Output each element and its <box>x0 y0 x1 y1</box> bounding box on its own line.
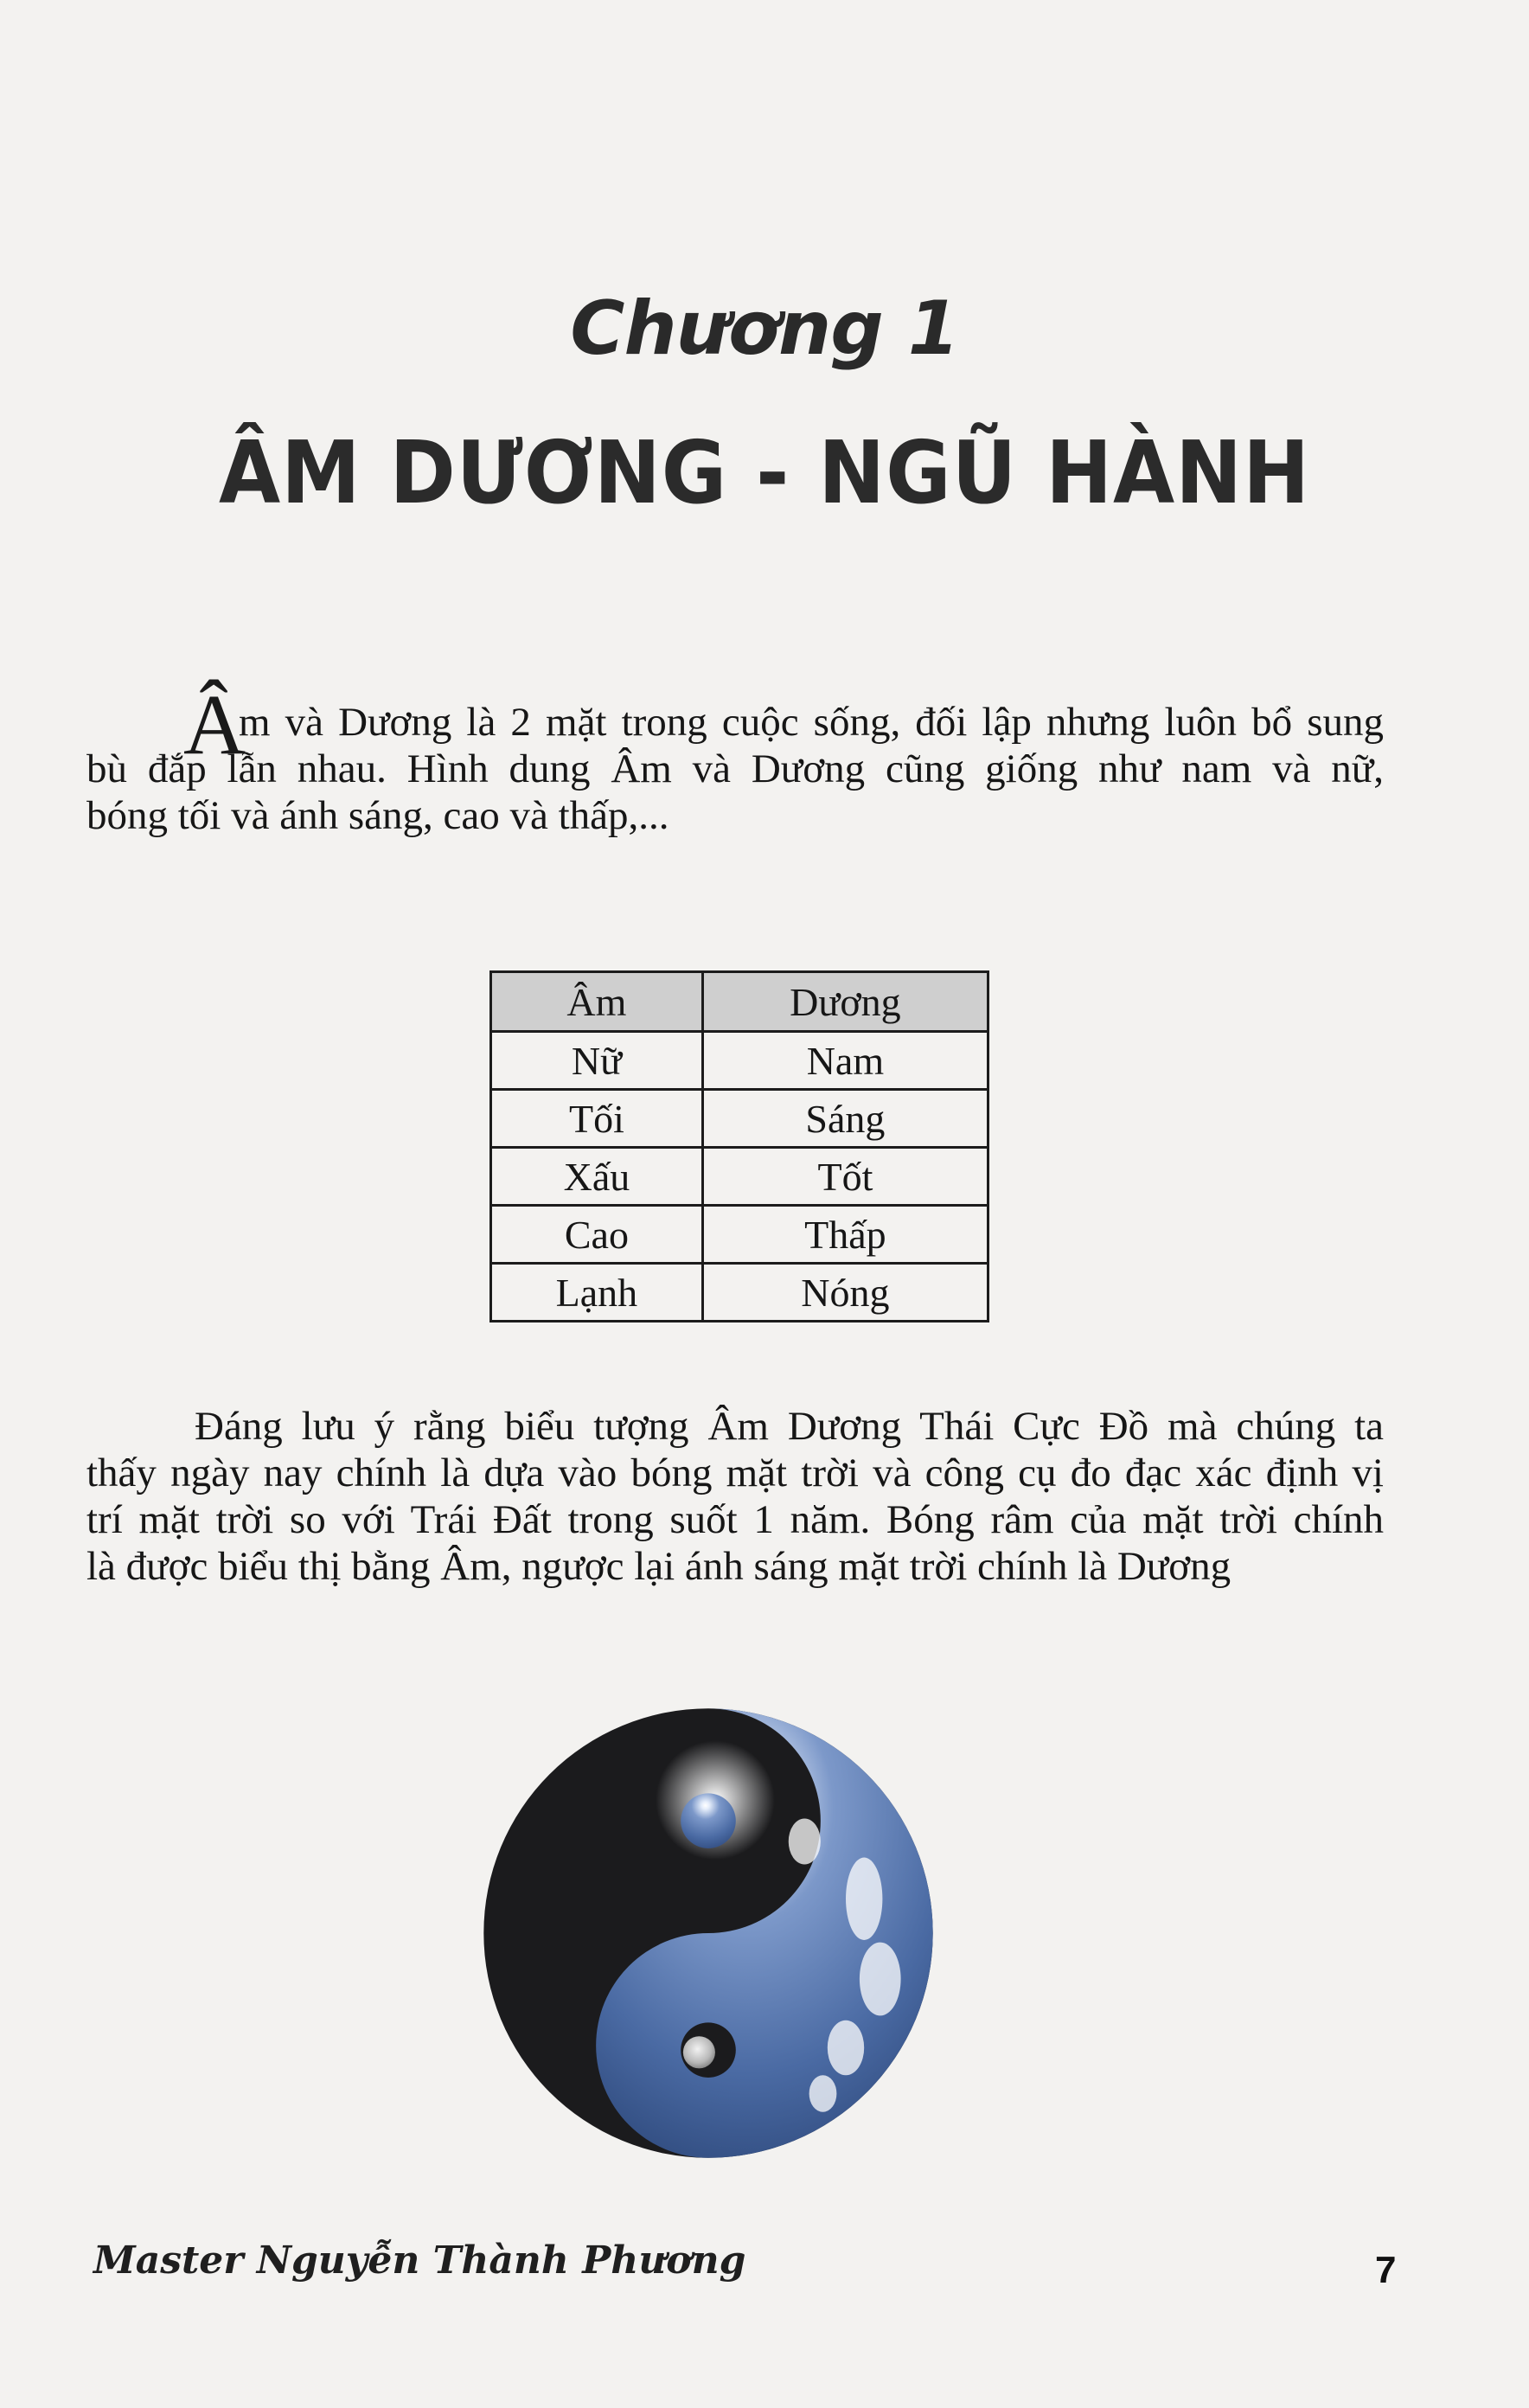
table-cell: Tối <box>491 1090 703 1148</box>
paragraph-line: bù đắp lẫn nhau. Hình dung Âm và Dương cũng giống như nam và nữ, <box>86 746 1384 791</box>
table-row <box>491 1148 988 1206</box>
footer-author: Master Nguyễn Thành Phương <box>93 2238 746 2283</box>
paragraph-line: thấy ngày nay chính là dựa vào bóng mặt trời và công cụ đo đạc xác định vị <box>86 1451 1384 1495</box>
paragraph-line <box>86 1403 1384 1450</box>
chapter-label: Chương 1 <box>570 285 959 372</box>
table-cell: Tốt <box>702 1148 988 1206</box>
table-row <box>491 1090 988 1148</box>
yin-yang-illustration <box>479 1704 937 2162</box>
table-cell: Sáng <box>702 1090 988 1148</box>
am-duong-table <box>489 970 989 1322</box>
table-cell: Cao <box>491 1206 703 1264</box>
symbol-paragraph <box>86 1403 1384 1590</box>
moon-icon <box>683 2036 715 2068</box>
table-header-row <box>491 972 988 1032</box>
column-header: Âm <box>491 972 703 1032</box>
paragraph-line: bóng tối và ánh sáng, cao và thấp,... <box>86 793 669 838</box>
paragraph-line-text: Đáng lưu ý rằng biểu tượng Âm Dương Thái Cực Đồ mà chúng ta <box>195 1404 1384 1449</box>
table-cell: Thấp <box>702 1206 988 1264</box>
page-number: 7 <box>1375 2249 1397 2291</box>
table-row <box>491 1032 988 1090</box>
chapter-title: ÂM DƯƠNG - NGŨ HÀNH <box>218 422 1311 523</box>
table-cell: Lạnh <box>491 1264 703 1322</box>
paragraph-line: trí mặt trời so với Trái Đất trong suốt 1 năm. Bóng râm của mặt trời chính <box>86 1497 1384 1542</box>
column-header: Dương <box>702 972 988 1032</box>
table-row <box>491 1206 988 1264</box>
table-cell: Nữ <box>491 1032 703 1090</box>
yang-dot <box>681 1793 736 1848</box>
table-cell: Nóng <box>702 1264 988 1322</box>
paragraph-line: m và Dương là 2 mặt trong cuộc sống, đối lập nhưng luôn bổ sung <box>239 700 1384 745</box>
intro-paragraph <box>86 699 1384 839</box>
table-cell: Nam <box>702 1032 988 1090</box>
table-row <box>491 1264 988 1322</box>
table-cell: Xấu <box>491 1148 703 1206</box>
drop-cap: Â <box>183 676 246 772</box>
paragraph-line: là được biểu thị bằng Âm, ngược lại ánh sáng mặt trời chính là Dương <box>86 1544 1232 1589</box>
